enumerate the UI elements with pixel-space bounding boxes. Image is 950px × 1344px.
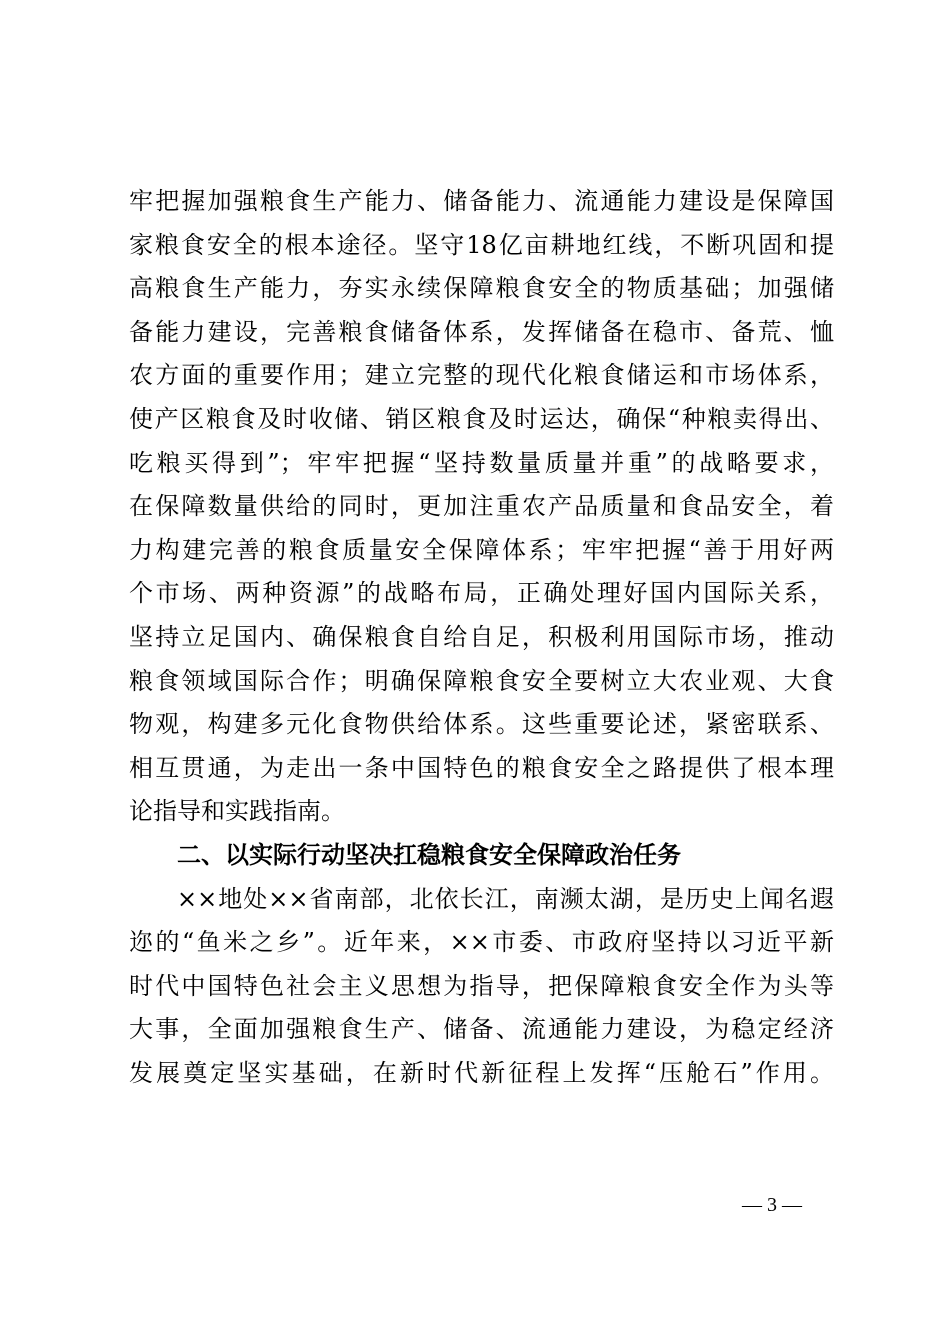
text-line: 粮食领域国际合作；明确保障粮食安全要树立大农业观、大食 (129, 666, 834, 695)
text-line: 坚持立足国内、确保粮食自给自足，积极利用国际市场，推动 (129, 622, 834, 651)
text-line: 吃粮买得到”；牢牢把握“坚持数量质量并重”的战略要求， (129, 448, 834, 477)
text-line: 时代中国特色社会主义思想为指导，把保障粮食安全作为头等 (129, 971, 834, 1000)
text-line: 备能力建设，完善粮食储备体系，发挥储备在稳市、备荒、恤 (129, 317, 834, 346)
text-line: 牢把握加强粮食生产能力、储备能力、流通能力建设是保障国 (129, 187, 834, 215)
text-line: 迩的“鱼米之乡”。近年来，××市委、市政府坚持以习近平新 (129, 928, 834, 957)
text-line: 使产区粮食及时收储、销区粮食及时运达，确保“种粮卖得出、 (129, 404, 834, 433)
text-line: 家粮食安全的根本途径。坚守18亿亩耕地红线，不断巩固和提 (129, 230, 834, 259)
paragraph-2 (129, 878, 834, 922)
text-line: 相互贯通，为走出一条中国特色的粮食安全之路提供了根本理 (129, 753, 834, 782)
text-line: 力构建完善的粮食质量安全保障体系；牢牢把握“善于用好两 (129, 535, 834, 564)
paragraph-1 (129, 180, 834, 834)
text-line: 个市场、两种资源”的战略布局，正确处理好国内国际关系， (129, 579, 834, 608)
text-line: 发展奠定坚实基础，在新时代新征程上发挥“压舱石”作用。 (129, 1058, 834, 1087)
text-line: 大事，全面加强粮食生产、储备、流通能力建设，为稳定经济 (129, 1015, 834, 1044)
text-line: 物观，构建多元化食物供给体系。这些重要论述，紧密联系、 (129, 710, 834, 739)
text-line: 论指导和实践指南。 (129, 797, 345, 826)
text-line: 高粮食生产能力，夯实永续保障粮食安全的物质基础；加强储 (129, 274, 834, 303)
paragraph-2-continued (129, 921, 834, 1095)
text-line: ××地处××省南部，北依长江，南濒太湖，是历史上闻名遐 (177, 884, 834, 913)
document-body (129, 180, 834, 1095)
text-line: 农方面的重要作用；建立完整的现代化粮食储运和市场体系， (129, 361, 834, 390)
page-number: — 3 — (742, 1194, 802, 1216)
section-heading: 二、以实际行动坚决扛稳粮食安全保障政治任务 (177, 840, 681, 869)
text-line: 在保障数量供给的同时，更加注重农产品质量和食品安全，着 (129, 492, 834, 521)
